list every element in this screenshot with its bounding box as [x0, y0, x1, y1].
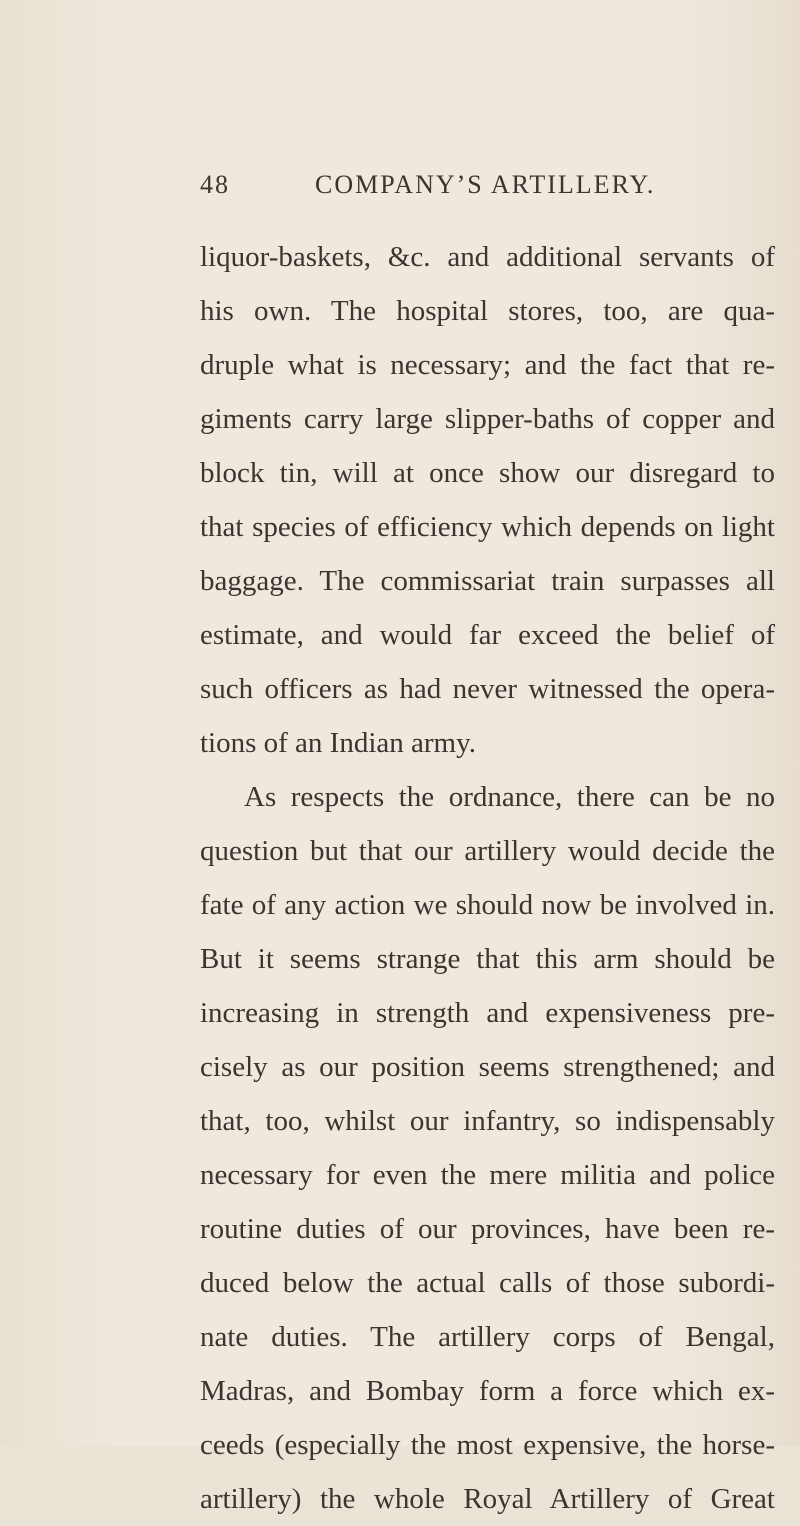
- text-line: baggage. The commissariat train surpasses all: [200, 565, 775, 597]
- paragraph-start-line: As respects the ordnance, there can be no: [244, 781, 775, 813]
- text-line: duced below the actual calls of those subordi-: [200, 1267, 775, 1299]
- text-line: ceeds (especially the most expensive, the horse-: [200, 1429, 775, 1461]
- page-number: 48: [200, 170, 230, 199]
- running-head: [200, 170, 760, 210]
- text-line: increasing in strength and expensiveness pre-: [200, 997, 775, 1029]
- text-line: block tin, will at once show our disregard to: [200, 457, 775, 489]
- text-line: But it seems strange that this arm should be: [200, 943, 775, 975]
- text-line: question but that our artillery would decide the: [200, 835, 775, 867]
- text-line: cisely as our position seems strengthened; and: [200, 1051, 775, 1083]
- text-line: estimate, and would far exceed the belief of: [200, 619, 775, 651]
- text-line: necessary for even the mere militia and police: [200, 1159, 775, 1191]
- text-line: that species of efficiency which depends on light: [200, 511, 775, 543]
- text-line: his own. The hospital stores, too, are qua-: [200, 295, 775, 327]
- text-line: such officers as had never witnessed the opera-: [200, 673, 775, 705]
- running-title: COMPANY’S ARTILLERY.: [315, 170, 656, 199]
- text-line: druple what is necessary; and the fact that re-: [200, 349, 775, 381]
- text-line: that, too, whilst our infantry, so indispensably: [200, 1105, 775, 1137]
- text-line: Madras, and Bombay form a force which ex-: [200, 1375, 775, 1407]
- text-line: nate duties. The artillery corps of Bengal,: [200, 1321, 775, 1353]
- text-line: giments carry large slipper-baths of copper and: [200, 403, 775, 435]
- text-line: artillery) the whole Royal Artillery of Great: [200, 1483, 775, 1515]
- body-text: [200, 230, 775, 1526]
- text-line: fate of any action we should now be involved in.: [200, 889, 775, 921]
- text-line: routine duties of our provinces, have been re-: [200, 1213, 775, 1245]
- text-line: liquor-baskets, &c. and additional servants of: [200, 241, 775, 273]
- paragraph-end-line: tions of an Indian army.: [200, 727, 476, 759]
